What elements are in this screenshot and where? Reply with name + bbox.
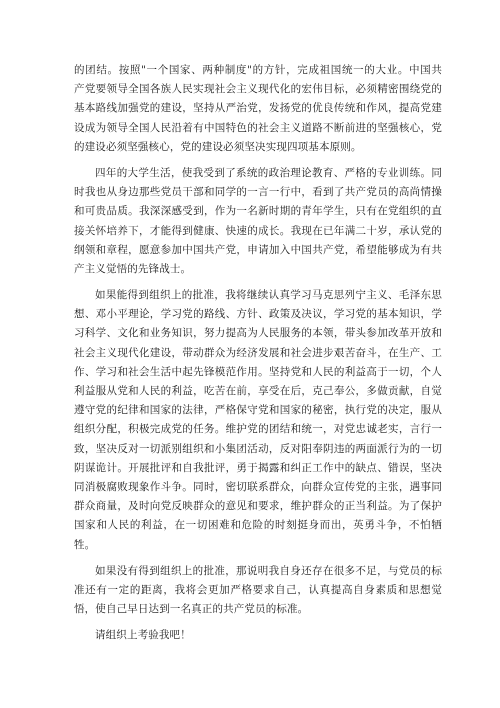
paragraph: [74, 562, 442, 620]
text-line: 如果没有得到组织上的批准，那说明我自身还存在很多不足，与党员的标: [95, 564, 442, 577]
paragraph-gap: [74, 157, 442, 164]
text-line: 产党要领导全国各族人民实现社会主义现代化的宏伟目标，必须精密围绕党的: [74, 83, 442, 96]
text-line: 阴谋诡计。开展批评和自我批评，勇于揭露和纠正工作中的缺点、错误，坚决: [74, 461, 442, 474]
paragraph-gap: [74, 279, 442, 286]
text-line: 产主义觉悟的先锋战士。: [74, 262, 192, 275]
text-line: 准还有一定的距离，我将会更加严格要求自己，认真提高自身素质和思想觉: [74, 583, 442, 596]
text-line: 如果能得到组织上的批准，我将继续认真学习马克思列宁主义、毛泽东思: [95, 289, 442, 302]
text-line: 同消极腐败现象作斗争。同时，密切联系群众，向群众宣传党的主张，遇事同: [74, 480, 442, 493]
paragraph: [74, 164, 442, 279]
text-line: 四年的大学生活，使我受到了系统的政治理论教育、严格的专业训练。同: [95, 166, 442, 179]
text-line: 致，坚决反对一切派别组织和小集团活动，反对阳奉阴违的两面派行为的一切: [74, 442, 442, 455]
text-line: 基本路线加强党的建设，坚持从严治党，发扬党的优良传统和作风，提高党建: [74, 102, 442, 115]
paragraph: [74, 61, 442, 157]
paragraph: [74, 286, 442, 555]
text-line: 国家和人民的利益，在一切困难和危险的时刻挺身而出，英勇斗争，不怕牺: [74, 519, 442, 532]
text-line: 请组织上考验我吧！: [95, 629, 191, 642]
text-line: 组织分配，积极完成党的任务。维护党的团结和统一，对党忠诚老实，言行一: [74, 423, 442, 436]
text-line: 牲。: [74, 538, 96, 551]
text-line: 接关怀培养下，才能得到健康、快速的成长。我现在已年满二十岁，承认党的: [74, 224, 442, 237]
text-line: 悟，使自己早日达到一名真正的共产党员的标准。: [74, 603, 309, 616]
text-line: 遵守党的纪律和国家的法律，严格保守党和国家的秘密，执行党的决定，服从: [74, 404, 442, 417]
text-line: 想、邓小平理论，学习党的路线、方针、政策及决议，学习党的基本知识，学: [74, 308, 442, 321]
text-line: 的团结。按照"一个国家、两种制度"的方针，完成祖国统一的大业。中国共: [74, 64, 442, 76]
text-line: 纲领和章程，愿意参加中国共产党，申请加入中国共产党，希望能够成为有共: [74, 243, 442, 256]
text-line: 时我也从身边那些党员干部和同学的一言一行中，看到了共产党员的高尚情操: [74, 186, 442, 199]
text-line: 利益服从党和人民的利益，吃苦在前，享受在后，克己奉公，多做贡献，自觉: [74, 385, 442, 397]
text-line: 作、学习和社会生活中起先锋模范作用。坚持党和人民的利益高于一切，个人: [74, 365, 442, 378]
text-line: 的建设必须坚强核心，党的建设必须坚决实现四项基本原则。: [74, 140, 362, 153]
text-line: 设成为领导全国人民沿着有中国特色的社会主义道路不断前进的坚强核心，党: [74, 121, 442, 134]
paragraph-gap: [74, 555, 442, 562]
paragraph: [74, 626, 442, 645]
document-body: [74, 61, 442, 645]
text-line: 群众商量，及时向党反映群众的意见和要求，维护群众的正当利益。为了保护: [74, 500, 442, 513]
text-line: 社会主义现代化建设，带动群众为经济发展和社会进步艰苦奋斗，在生产、工: [74, 346, 442, 359]
text-line: 和可贵品质。我深深感受到，作为一名新时期的青年学生，只有在党组织的直: [74, 205, 442, 218]
text-line: 习科学、文化和业务知识，努力提高为人民服务的本领，带头参加改革开放和: [74, 327, 442, 340]
paragraph-gap: [74, 619, 442, 626]
